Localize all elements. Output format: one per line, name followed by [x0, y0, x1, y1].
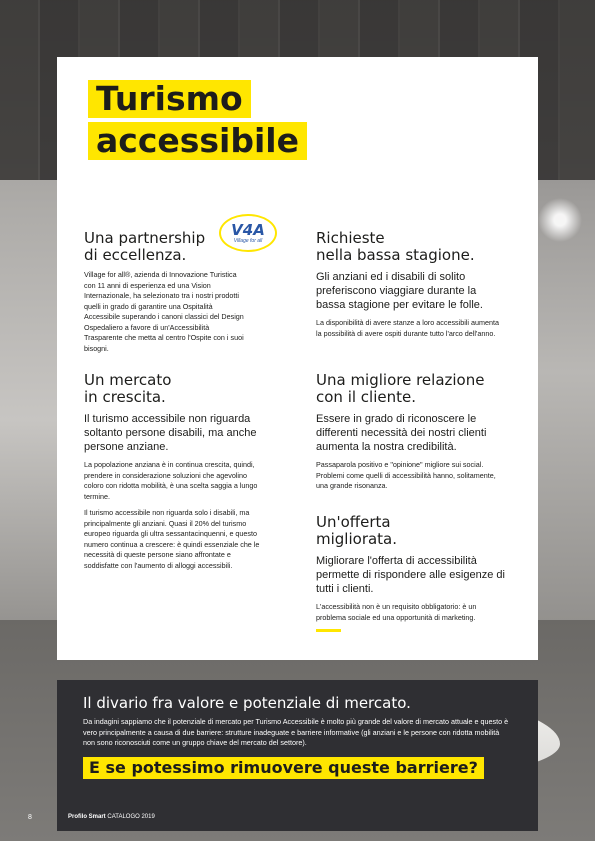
logo-tagline: Village for all — [233, 237, 263, 244]
section-heading: Un'offerta migliorata. — [316, 513, 398, 548]
section-heading: Una partnership di eccellenza. — [84, 229, 206, 264]
barrier-question: E se potessimo rimuovere queste barriere? — [83, 757, 484, 779]
box-title: Il divario fra valore e potenziale di mercato. — [83, 694, 411, 712]
page-title — [88, 80, 307, 164]
background-wall-left — [0, 180, 60, 660]
section-body: Village for all®, azienda di Innovazione Turistica con 11 anni di esperienza ed una Vision Internazionale, ha selezionato tra i nostri prodotti quelli in grado di garantire una Ospitalità Accessibile superando i canoni classici del Design Ospedaliero a favore di un'Accessibilità Trasparente che metta al centro l'Ospite con i suoi bisogni. — [84, 270, 244, 353]
section-partnership — [84, 230, 274, 360]
chandelier-light — [530, 190, 590, 250]
section-offerta — [316, 514, 506, 632]
market-gap-box — [57, 680, 538, 831]
section-relazione-cliente — [316, 372, 506, 498]
section-lead: Gli anziani ed i disabili di solito preferiscono viaggiare durante la bassa stagione per evitare le folle. — [316, 271, 483, 311]
page-number: 8 — [28, 814, 32, 821]
box-text: Da indagini sappiamo che il potenziale di mercato per Turismo Accessibile è molto più grande del valore di mercato attuale e questo è vero principalmente a causa di due barriere: strutture inadeguate e barriere informative (gli anziani e le persone con ridotta mobilità non sono riconosciuti come un gruppo chiave del mercato del settore). — [83, 717, 509, 747]
section-body: Passaparola positivo e "opinione" migliore sui social. Problemi come quelli di accessibilità hanno, solitamente, una grande risonanza. — [316, 460, 496, 490]
section-lead: Migliorare l'offerta di accessibilità permette di rispondere alle esigenze di tutti i clienti. — [316, 555, 505, 595]
catalog-brand — [68, 814, 155, 820]
title-line-2: accessibile — [88, 122, 307, 160]
accent-bar — [316, 629, 341, 632]
brand-catalog: CATALOGO 2019 — [105, 814, 155, 820]
section-body: La disponibilità di avere stanze a loro accessibili aumenta la possibilità di avere ospiti durante tutto l'arco dell'anno. — [316, 318, 499, 338]
section-mercato — [84, 372, 264, 577]
logo-mark: V4A — [231, 220, 265, 239]
section-heading: Richieste nella bassa stagione. — [316, 229, 475, 264]
section-body: La popolazione anziana è in continua crescita, quindi, prendere in considerazione soluzioni che agevolino coloro con ridotta mobilità, è una scelta saggia a lungo termine. — [84, 460, 258, 501]
section-body-2: Il turismo accessibile non riguarda solo i disabili, ma principalmente gli anziani. Quasi il 20% del turismo europeo riguarda gli ultra sessantacinquenni, e questo numero continua a crescere: è quindi essenziale che le necessità di queste persone siano affrontate e soddisfatte con l'aumento di alloggi accessibili. — [84, 508, 260, 570]
section-bassa-stagione — [316, 230, 506, 345]
title-line-1: Turismo — [88, 80, 251, 118]
section-lead: Il turismo accessibile non riguarda soltanto persone disabili, ma anche persone anziane. — [84, 413, 257, 453]
section-heading: Una migliore relazione con il cliente. — [316, 371, 485, 406]
brand-name: Profilo Smart — [68, 814, 106, 820]
section-body: L'accessibilità non è un requisito obbligatorio: è un problema sociale ed una opportunità di marketing. — [316, 602, 477, 622]
section-heading: Un mercato in crescita. — [84, 371, 172, 406]
section-lead: Essere in grado di riconoscere le differenti necessità dei nostri clienti aumenta la nostra credibilità. — [316, 413, 487, 453]
